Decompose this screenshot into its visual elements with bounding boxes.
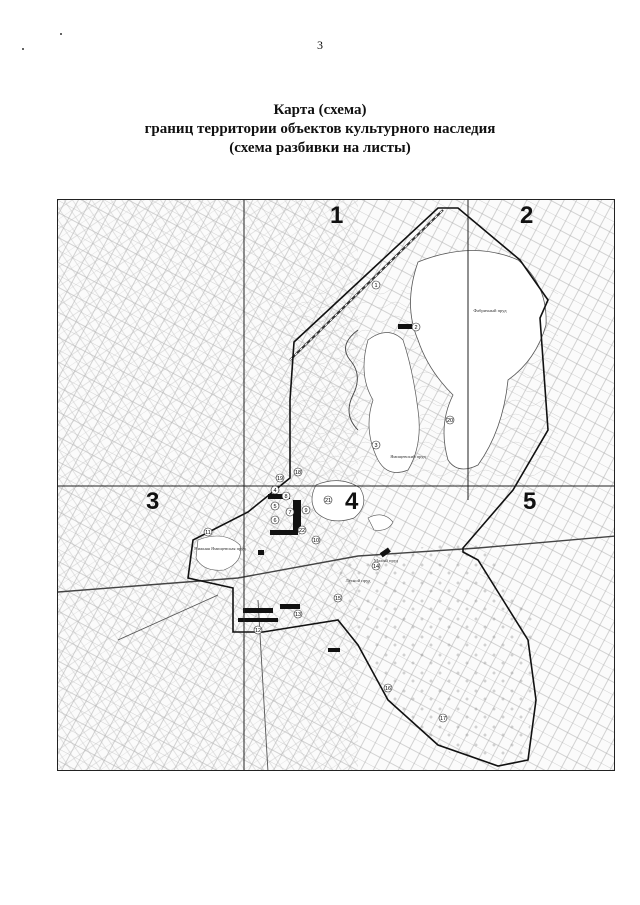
svg-text:17: 17 [439,716,447,722]
object-marker [372,441,380,449]
label-lake-north: Фабричный пруд [473,308,507,313]
object-marker [312,536,320,544]
object-marker [446,416,454,424]
object-marker [204,528,212,536]
object-marker [271,486,279,494]
svg-text:22: 22 [298,528,306,534]
sheet-number-2: 2 [520,202,534,229]
object-marker [271,516,279,524]
object-marker [372,281,380,289]
svg-text:4: 4 [273,488,277,494]
object-marker [324,496,332,504]
title-line-3: (схема разбивки на листы) [229,140,411,156]
label-lake-south: Лесной пруд [345,578,371,583]
svg-text:11: 11 [205,530,211,536]
sheet-number-1: 1 [330,202,344,229]
svg-text:13: 13 [294,612,302,618]
label-pond-middle: Малый пруд [373,558,399,563]
svg-text:1: 1 [374,283,378,289]
svg-text:20: 20 [446,418,454,424]
scan-speck [22,48,24,50]
document-title [0,101,640,158]
object-marker [286,508,294,516]
svg-text:3: 3 [374,443,378,449]
svg-text:12: 12 [254,628,262,634]
sheet-number-5: 5 [523,488,537,515]
svg-text:10: 10 [312,538,320,544]
object-marker [384,684,392,692]
object-marker [412,323,420,331]
object-marker [276,474,284,482]
svg-text:7: 7 [288,510,292,516]
svg-text:16: 16 [384,686,392,692]
svg-text:6: 6 [273,518,277,524]
object-marker [282,492,290,500]
page-number: 3 [317,38,323,52]
svg-text:5: 5 [273,504,277,510]
svg-text:19: 19 [276,476,284,482]
object-marker [294,468,302,476]
title-line-2: границ территории объектов культурного наследия [144,121,496,137]
map-frame [57,199,615,771]
object-marker [294,610,302,618]
object-marker [302,506,310,514]
label-pond-left: Нижняя Ямищевская пруд [194,546,246,551]
svg-text:2: 2 [414,325,418,331]
svg-text:15: 15 [334,596,342,602]
scan-speck [60,33,62,35]
object-marker [334,594,342,602]
object-marker [254,626,262,634]
object-marker [372,562,380,570]
sheet-number-4: 4 [345,488,359,515]
label-lake-mid: Ямищевский пруд [390,454,426,459]
svg-text:21: 21 [324,498,332,504]
svg-text:14: 14 [372,564,380,570]
object-marker [298,526,306,534]
sheet-number-3: 3 [146,488,160,515]
object-marker [271,502,279,510]
svg-text:8: 8 [284,494,288,500]
title-line-1: Карта (схема) [273,102,367,118]
svg-text:9: 9 [304,508,308,514]
object-marker [439,714,447,722]
map-canvas [58,200,615,771]
svg-text:18: 18 [294,470,302,476]
